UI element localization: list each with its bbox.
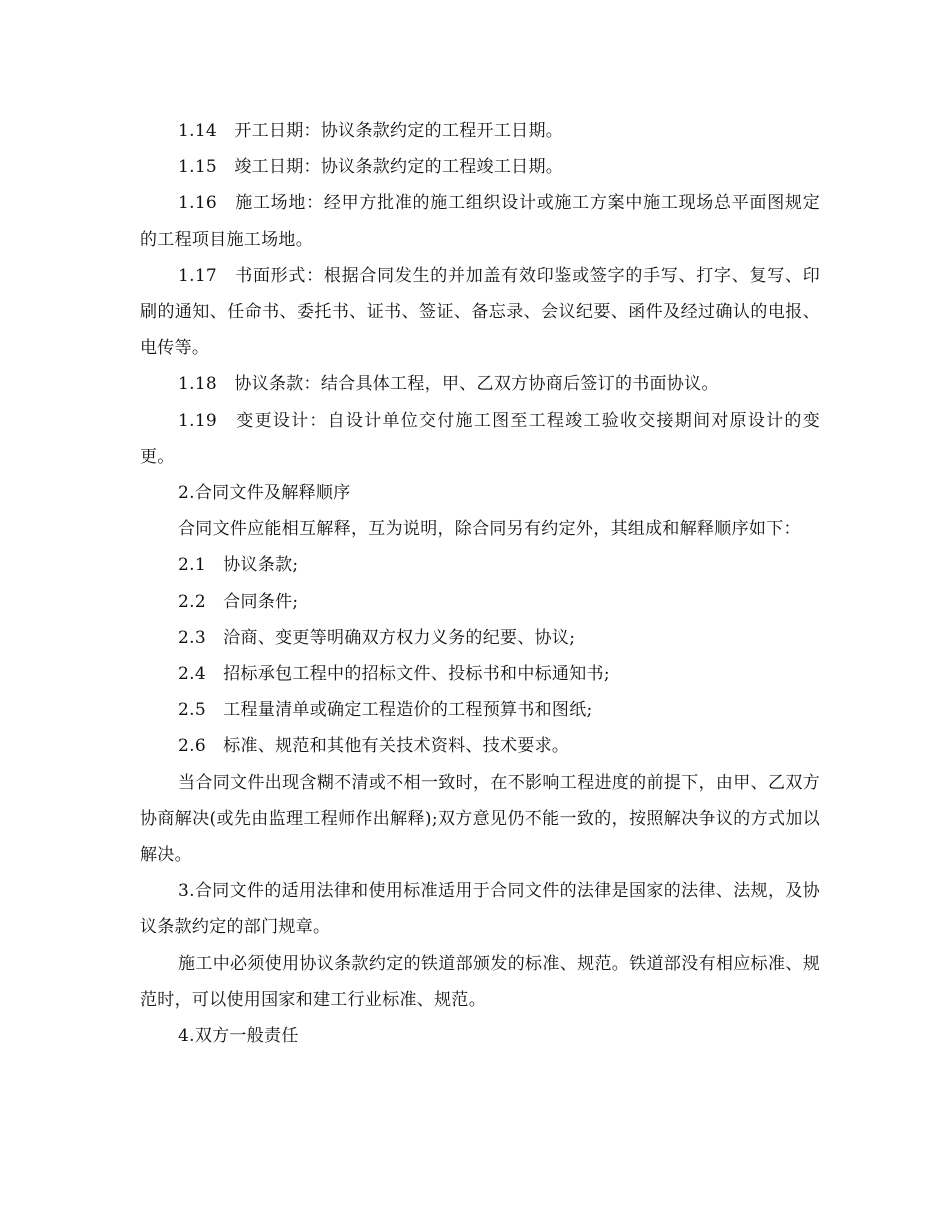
document-body [140, 113, 820, 1054]
paragraph: 1.14 开工日期：协议条款约定的工程开工日期。 [178, 121, 564, 141]
list-item: 2.6 标准、规范和其他有关技术资料、技术要求。 [178, 736, 570, 757]
list-item: 2.2 合同条件; [178, 591, 299, 612]
paragraph: 当合同文件出现含糊不清或不相一致时，在不影响工程进度的前提下，由甲、乙双方协商解决(或先由监理工程师作出解释);双方意见仍不能一致的，按照解决争议的方式加以解决。 [140, 772, 820, 866]
paragraph: 1.17 书面形式：根据合同发生的并加盖有效印鉴或签字的手写、打字、复写、印刷的通知、任命书、委托书、证书、签证、备忘录、会议纪要、函件及经过确认的电报、电传等。 [140, 265, 820, 359]
paragraph: 合同文件应能相互解释，互为说明，除合同另有约定外，其组成和解释顺序如下： [178, 519, 801, 540]
list-item: 2.5 工程量清单或确定工程造价的工程预算书和图纸; [178, 700, 593, 721]
list-item: 2.4 招标承包工程中的招标文件、投标书和中标通知书; [178, 664, 610, 685]
paragraph: 1.18 协议条款：结合具体工程，甲、乙双方协商后签订的书面协议。 [178, 374, 719, 395]
section-heading: 2.合同文件及解释顺序 [178, 483, 351, 504]
list-item: 2.1 协议条款; [178, 555, 299, 576]
section-heading: 3.合同文件的适用法律和使用标准适用于合同文件的法律是国家的法律、法规，及协议条款约定的部门规章。 [140, 881, 820, 938]
paragraph: 1.15 竣工日期：协议条款约定的工程竣工日期。 [178, 157, 564, 178]
list-item: 2.3 洽商、变更等明确双方权力义务的纪要、协议; [178, 627, 576, 648]
paragraph: 1.19 变更设计：自设计单位交付施工图至工程竣工验收交接期间对原设计的变更。 [140, 410, 820, 467]
paragraph: 施工中必须使用协议条款约定的铁道部颁发的标准、规范。铁道部没有相应标准、规范时，可以使用国家和建工行业标准、规范。 [140, 953, 820, 1010]
paragraph: 1.16 施工场地：经甲方批准的施工组织设计或施工方案中施工现场总平面图规定的工程项目施工场地。 [140, 193, 820, 250]
section-heading: 4.双方一般责任 [178, 1026, 299, 1047]
